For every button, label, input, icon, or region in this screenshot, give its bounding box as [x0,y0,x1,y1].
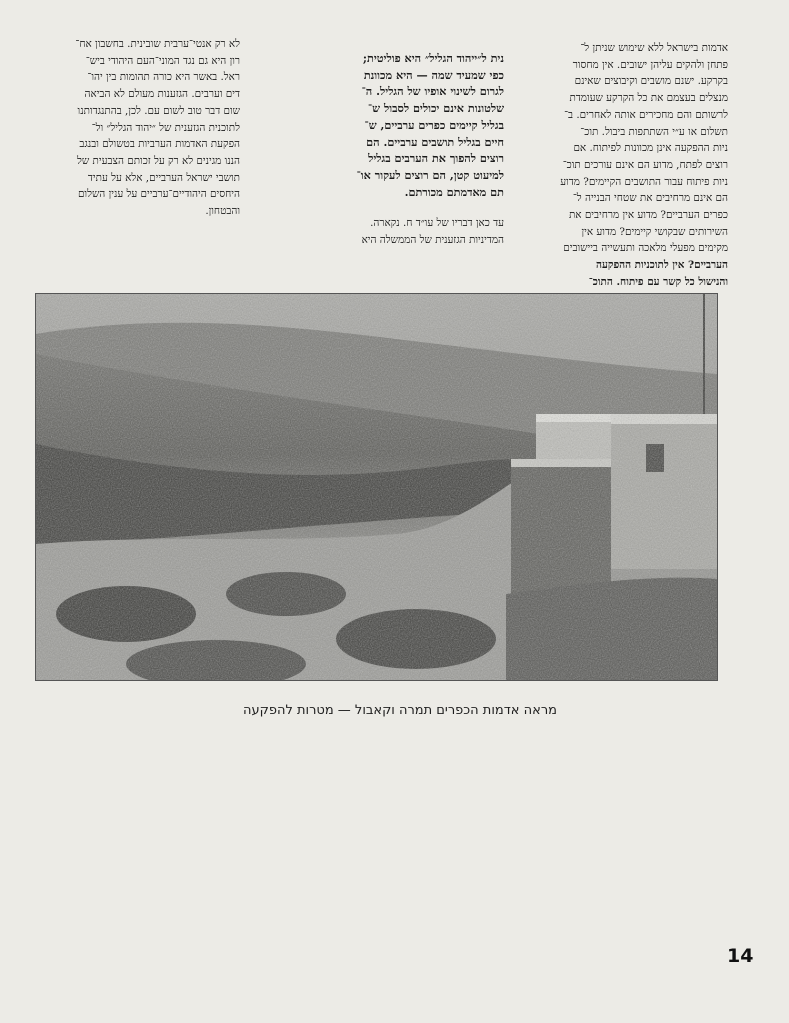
text-line: לא רק אנטי־ערבית שובינית. בחשבון אח־ [75,38,240,50]
text-line: נית ל״ייהוד הגליל״ היא פוליטית; [362,51,504,65]
photo-caption: מראה אדמות הכפרים תמרה וקאבול — מטרות להפקעה [243,703,557,718]
text-line: והבטחון. [205,205,240,218]
text-line: תשלום או ע״י השתתפות ביבול. תוכ־ [580,125,728,138]
text-line: בקרקע. ישנם מושבים וקיבוצים שאינם [574,75,728,88]
text-line: דים וערבים. הגזענות מעולם לא הביאה [84,88,240,101]
text-line: רוצים לפתח, מדוע הם אינם עורכים תוכ־ [562,158,728,171]
text-line: המדיניות הגזענית של הממשלה היא [361,234,504,247]
text-line: הפקעת האדמות הערביות בטשולם ובנגב [79,138,240,151]
text-line: מקימים מפעלי מלאכה ותעשייה ביישובים [563,242,728,255]
text-line: לתוכנית הגזענית של ״יהוד הגליל״ ול־ [91,121,240,134]
text-line: מנצלים בעצמם את כל הקרקע שעומדת [569,92,728,105]
text-line: לגרום לשינוי אופיו של הגליל. ה־ [361,84,504,99]
text-line: כפרים הערביים? מדוע אין מרחיבים את [568,209,728,222]
text-line: אדמות בישראל ללא שימוש שניתן ל־ [580,42,728,54]
text-line: בגליל קיימים כפרים ערביים, ש־ [364,117,504,132]
text-line: רון היא גם נגד המוני־העם היהודי ביש־ [85,54,240,67]
landscape-photo-drawing [36,294,717,680]
landscape-photo [35,293,718,681]
text-line: ראל. באשר היא כורה תהומות בין יהו־ [87,71,240,84]
text-line: חיים בגליל תושבים ערביים. הם [366,134,504,149]
text-line: הננו מגינים לא רק על זכותם הצבעית של [77,154,240,167]
text-line: הם אינם מרחיבים את שטחי הבנייה ל־ [572,192,728,205]
text-line: הערביים? אין לתוכניות ההפקעה [596,259,728,272]
text-line: למיעוט קטן, הם רוצים לעקור או־ [356,167,504,182]
text-column-left [14,36,240,220]
text-line: תם מאדמתם מכורתם. [404,184,504,199]
text-line: והנישול כל קשר עם פיתוח. התוכ־ [588,275,728,288]
text-line: כפי שמעיד שמה — היא מכוונת [363,67,504,82]
page-number: 14 [727,945,754,967]
text-column-right [532,40,728,291]
text-line: רוצים להפוך את הערבים בגליל [368,151,504,166]
text-line: שום דבר טוב לשום עם. לכן, בהתנגדותנו [77,104,240,117]
text-line: עד כאן דבריו של עו״ד ח. נקארה. [370,217,504,230]
text-line: השירותים שבקושי קיימים? מדוע אין [581,225,728,238]
text-line: פתחן ולהקים עליהן ישובים. אין מחסור [572,58,728,71]
text-column-middle [260,50,504,249]
text-line: שלטונות אינם יכולים לסבול ש־ [367,101,504,116]
text-line: לרשותם והם מחכירים אותה לאחרים. ב־ [564,108,728,121]
text-line: ניות ההפקעה אינן מכוונות לפיתוח. אם [573,142,728,155]
text-line: היחסים היהודיים־ערביים על ענין השלום [77,188,240,201]
text-line: ניות פיתוח עבור התושבים הקיימים? מדוע [560,175,728,188]
text-line: תושבי ישראל הערביים, אלא על עתיד [87,171,240,184]
